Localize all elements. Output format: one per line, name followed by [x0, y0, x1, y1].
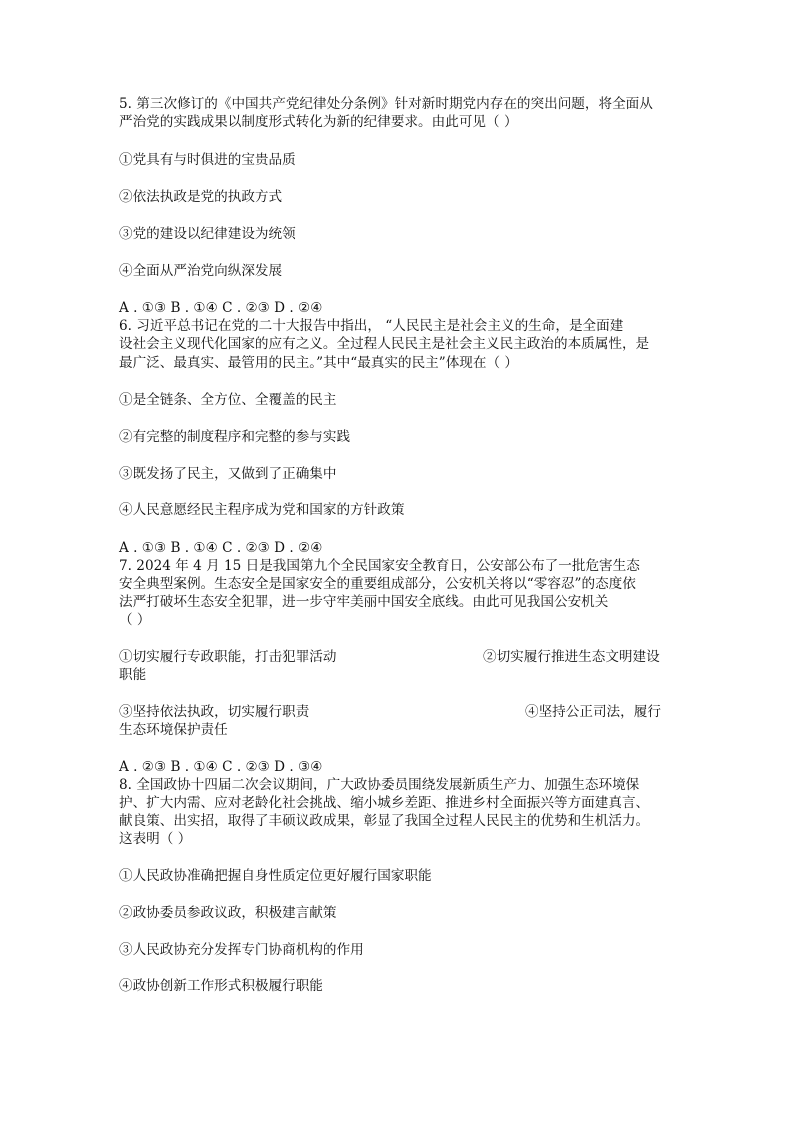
q6-option-4: ④人民意愿经民主程序成为党和国家的方针政策 [119, 502, 405, 518]
q5-stem-line-2: 严治党的实践成果以制度形式转化为新的纪律要求。由此可见（ ） [119, 114, 518, 130]
q8-stem-line-4: 这表明（ ） [119, 831, 192, 847]
q8-option-2: ②政协委员参政议政，积极建言献策 [119, 905, 337, 921]
q8-stem-line-3: 献良策、出实招，取得了丰硕议政成果，彰显了我国全过程人民民主的优势和生机活力。 [119, 813, 650, 829]
q6-answer-choices: A . ①③ B . ①④ C . ②③ D . ②④ [119, 540, 323, 556]
q6-stem-line-1: 6. 习近平总书记在党的二十大报告中指出， “人民民主是社会主义的生命，是全面建 [119, 318, 624, 334]
q8-stem-line-1: 8. 全国政协十四届二次会议期间，广大政协委员围绕发展新质生产力、加强生态环境保 [119, 777, 640, 793]
q5-option-3: ③党的建设以纪律建设为统领 [119, 226, 296, 242]
q7-stem-line-3: 法严打破坏生态安全犯罪，进一步守牢美丽中国安全底线。由此可见我国公安机关 [119, 594, 609, 610]
q7-stem-line-4: （ ） [119, 612, 151, 628]
q8-option-4: ④政协创新工作形式积极履行职能 [119, 978, 323, 994]
q7-option-3: ③坚持依法执政，切实履行职责 [119, 704, 310, 720]
q7-option-1: ①切实履行专政职能，打击犯罪活动 [119, 649, 337, 665]
q6-option-1: ①是全链条、全方位、全覆盖的民主 [119, 392, 337, 408]
q5-answer-choices: A . ①③ B . ①④ C . ②③ D . ②④ [119, 300, 323, 316]
q6-stem-line-3: 最广泛、最真实、最管用的民主。”其中“最真实的民主”体现在（ ） [119, 355, 518, 371]
q5-stem-line-1: 5. 第三次修订的《中国共产党纪律处分条例》针对新时期党内存在的突出问题，将全面从 [119, 96, 653, 112]
q7-answer-choices: A . ②③ B . ①④ C . ②③ D . ③④ [119, 759, 323, 775]
q6-stem-line-2: 设社会主义现代化国家的应有之义。全过程人民民主是社会主义民主政治的本质属性，是 [119, 336, 650, 352]
q5-option-4: ④全面从严治党向纵深发展 [119, 263, 283, 279]
q6-option-2: ②有完整的制度程序和完整的参与实践 [119, 429, 351, 445]
q5-option-1: ①党具有与时俱进的宝贵品质 [119, 152, 296, 168]
q8-option-3: ③人民政协充分发挥专门协商机构的作用 [119, 942, 364, 958]
q7-stem-line-1: 7. 2024 年 4 月 15 日是我国第九个全民国家安全教育日，公安部公布了一批危害生态 [119, 558, 640, 574]
q5-option-2: ②依法执政是党的执政方式 [119, 189, 283, 205]
q8-option-1: ①人民政协准确把握自身性质定位更好履行国家职能 [119, 868, 432, 884]
q7-stem-line-2: 安全典型案例。生态安全是国家安全的重要组成部分，公安机关将以“零容忍”的态度依 [119, 576, 636, 592]
q7-option-4-continued: 生态环境保护责任 [119, 722, 228, 738]
q7-option-4: ④坚持公正司法，履行 [525, 704, 661, 720]
q8-stem-line-2: 护、扩大内需、应对老龄化社会挑战、缩小城乡差距、推进乡村全面振兴等方面建真言、 [119, 795, 650, 811]
q7-option-2: ②切实履行推进生态文明建设 [483, 649, 660, 665]
q6-option-3: ③既发扬了民主，又做到了正确集中 [119, 466, 337, 482]
q7-option-2-continued: 职能 [119, 667, 147, 683]
